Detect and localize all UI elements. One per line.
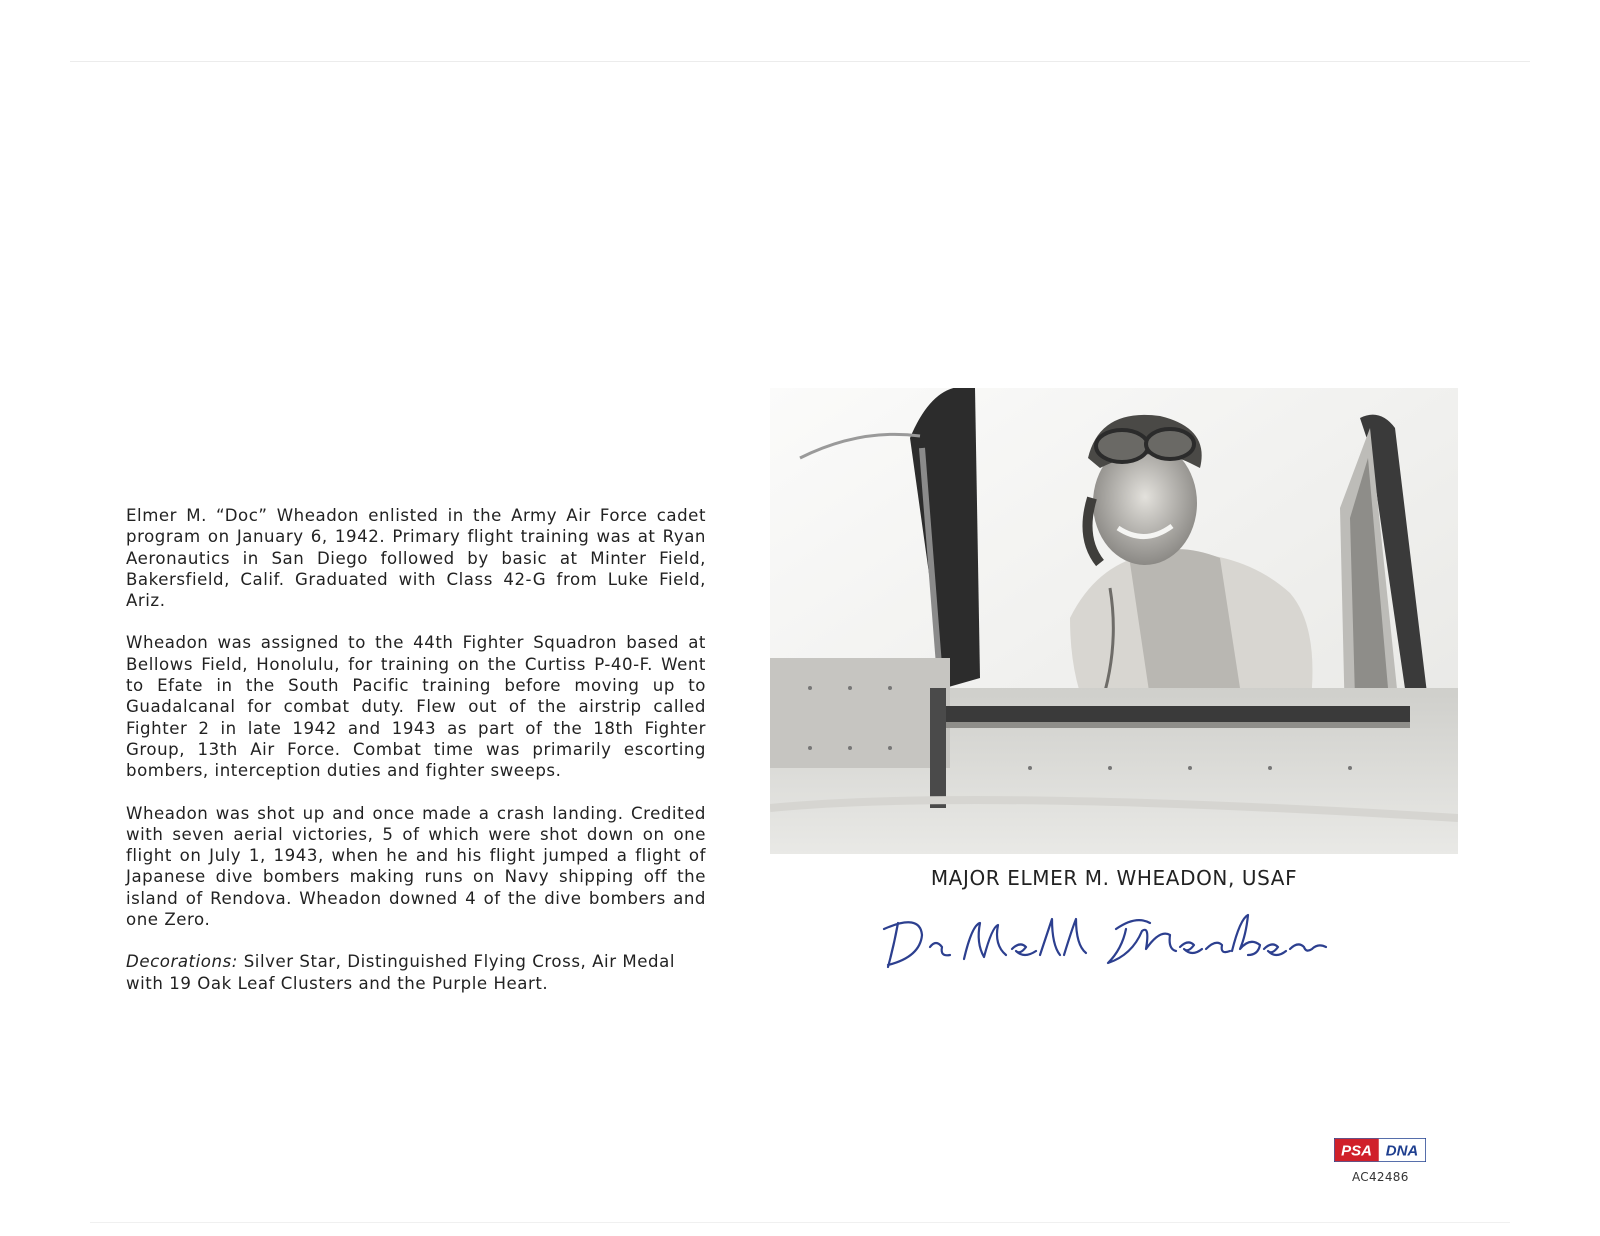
- bio-paragraph-combat: Wheadon was shot up and once made a crash landing. Credited with seven aerial victories, 5 of which were shot down on one flight on July 1, 1943, when he and his flight jumped a flight of Japanese dive bombers making runs on Navy shipping off the island of Rendova. Wheadon downed 4 of the dive bombers and one Zero.: [126, 803, 706, 930]
- bottom-divider: [90, 1222, 1510, 1223]
- certificate-number: AC42486: [1352, 1170, 1409, 1184]
- pilot-photograph: [770, 388, 1458, 854]
- top-divider: [70, 61, 1530, 62]
- dna-logo-text: DNA: [1385, 1142, 1419, 1160]
- photo-caption: MAJOR ELMER M. WHEADON, USAF: [930, 866, 1298, 890]
- bio-paragraph-decorations: [126, 951, 706, 994]
- decorations-list: Silver Star, Distinguished Flying Cross, Air Medal with 19 Oak Leaf Clusters and the Purple Heart.: [126, 952, 676, 993]
- pilot-in-cockpit-image: [770, 388, 1458, 854]
- biography-text: [126, 505, 706, 1015]
- bio-paragraph-enlistment: Elmer M. “Doc” Wheadon enlisted in the Army Air Force cadet program on January 6, 1942. Primary flight training was at Ryan Aeronautics in San Diego followed by basic at Minter Field, Bakersfield, Calif. Graduated with Class 42-G from Luke Field, Ariz.: [126, 506, 706, 611]
- psa-dna-authentication-logo: [1334, 1138, 1426, 1162]
- handwritten-signature: [880, 905, 1340, 975]
- decorations-label: Decorations:: [126, 952, 238, 972]
- psa-logo-text: PSA: [1341, 1142, 1372, 1160]
- bio-paragraph-assignment: Wheadon was assigned to the 44th Fighter Squadron based at Bellows Field, Honolulu, for training on the Curtiss P-40-F. Went to Efate in the South Pacific training before moving up to Guadalcanal for combat duty. Flew out of the airstrip called Fighter 2 in late 1942 and 1943 as part of the 18th Fighter Group, 13th Air Force. Combat time was primarily escorting bombers, interception duties and fighter sweeps.: [126, 633, 706, 781]
